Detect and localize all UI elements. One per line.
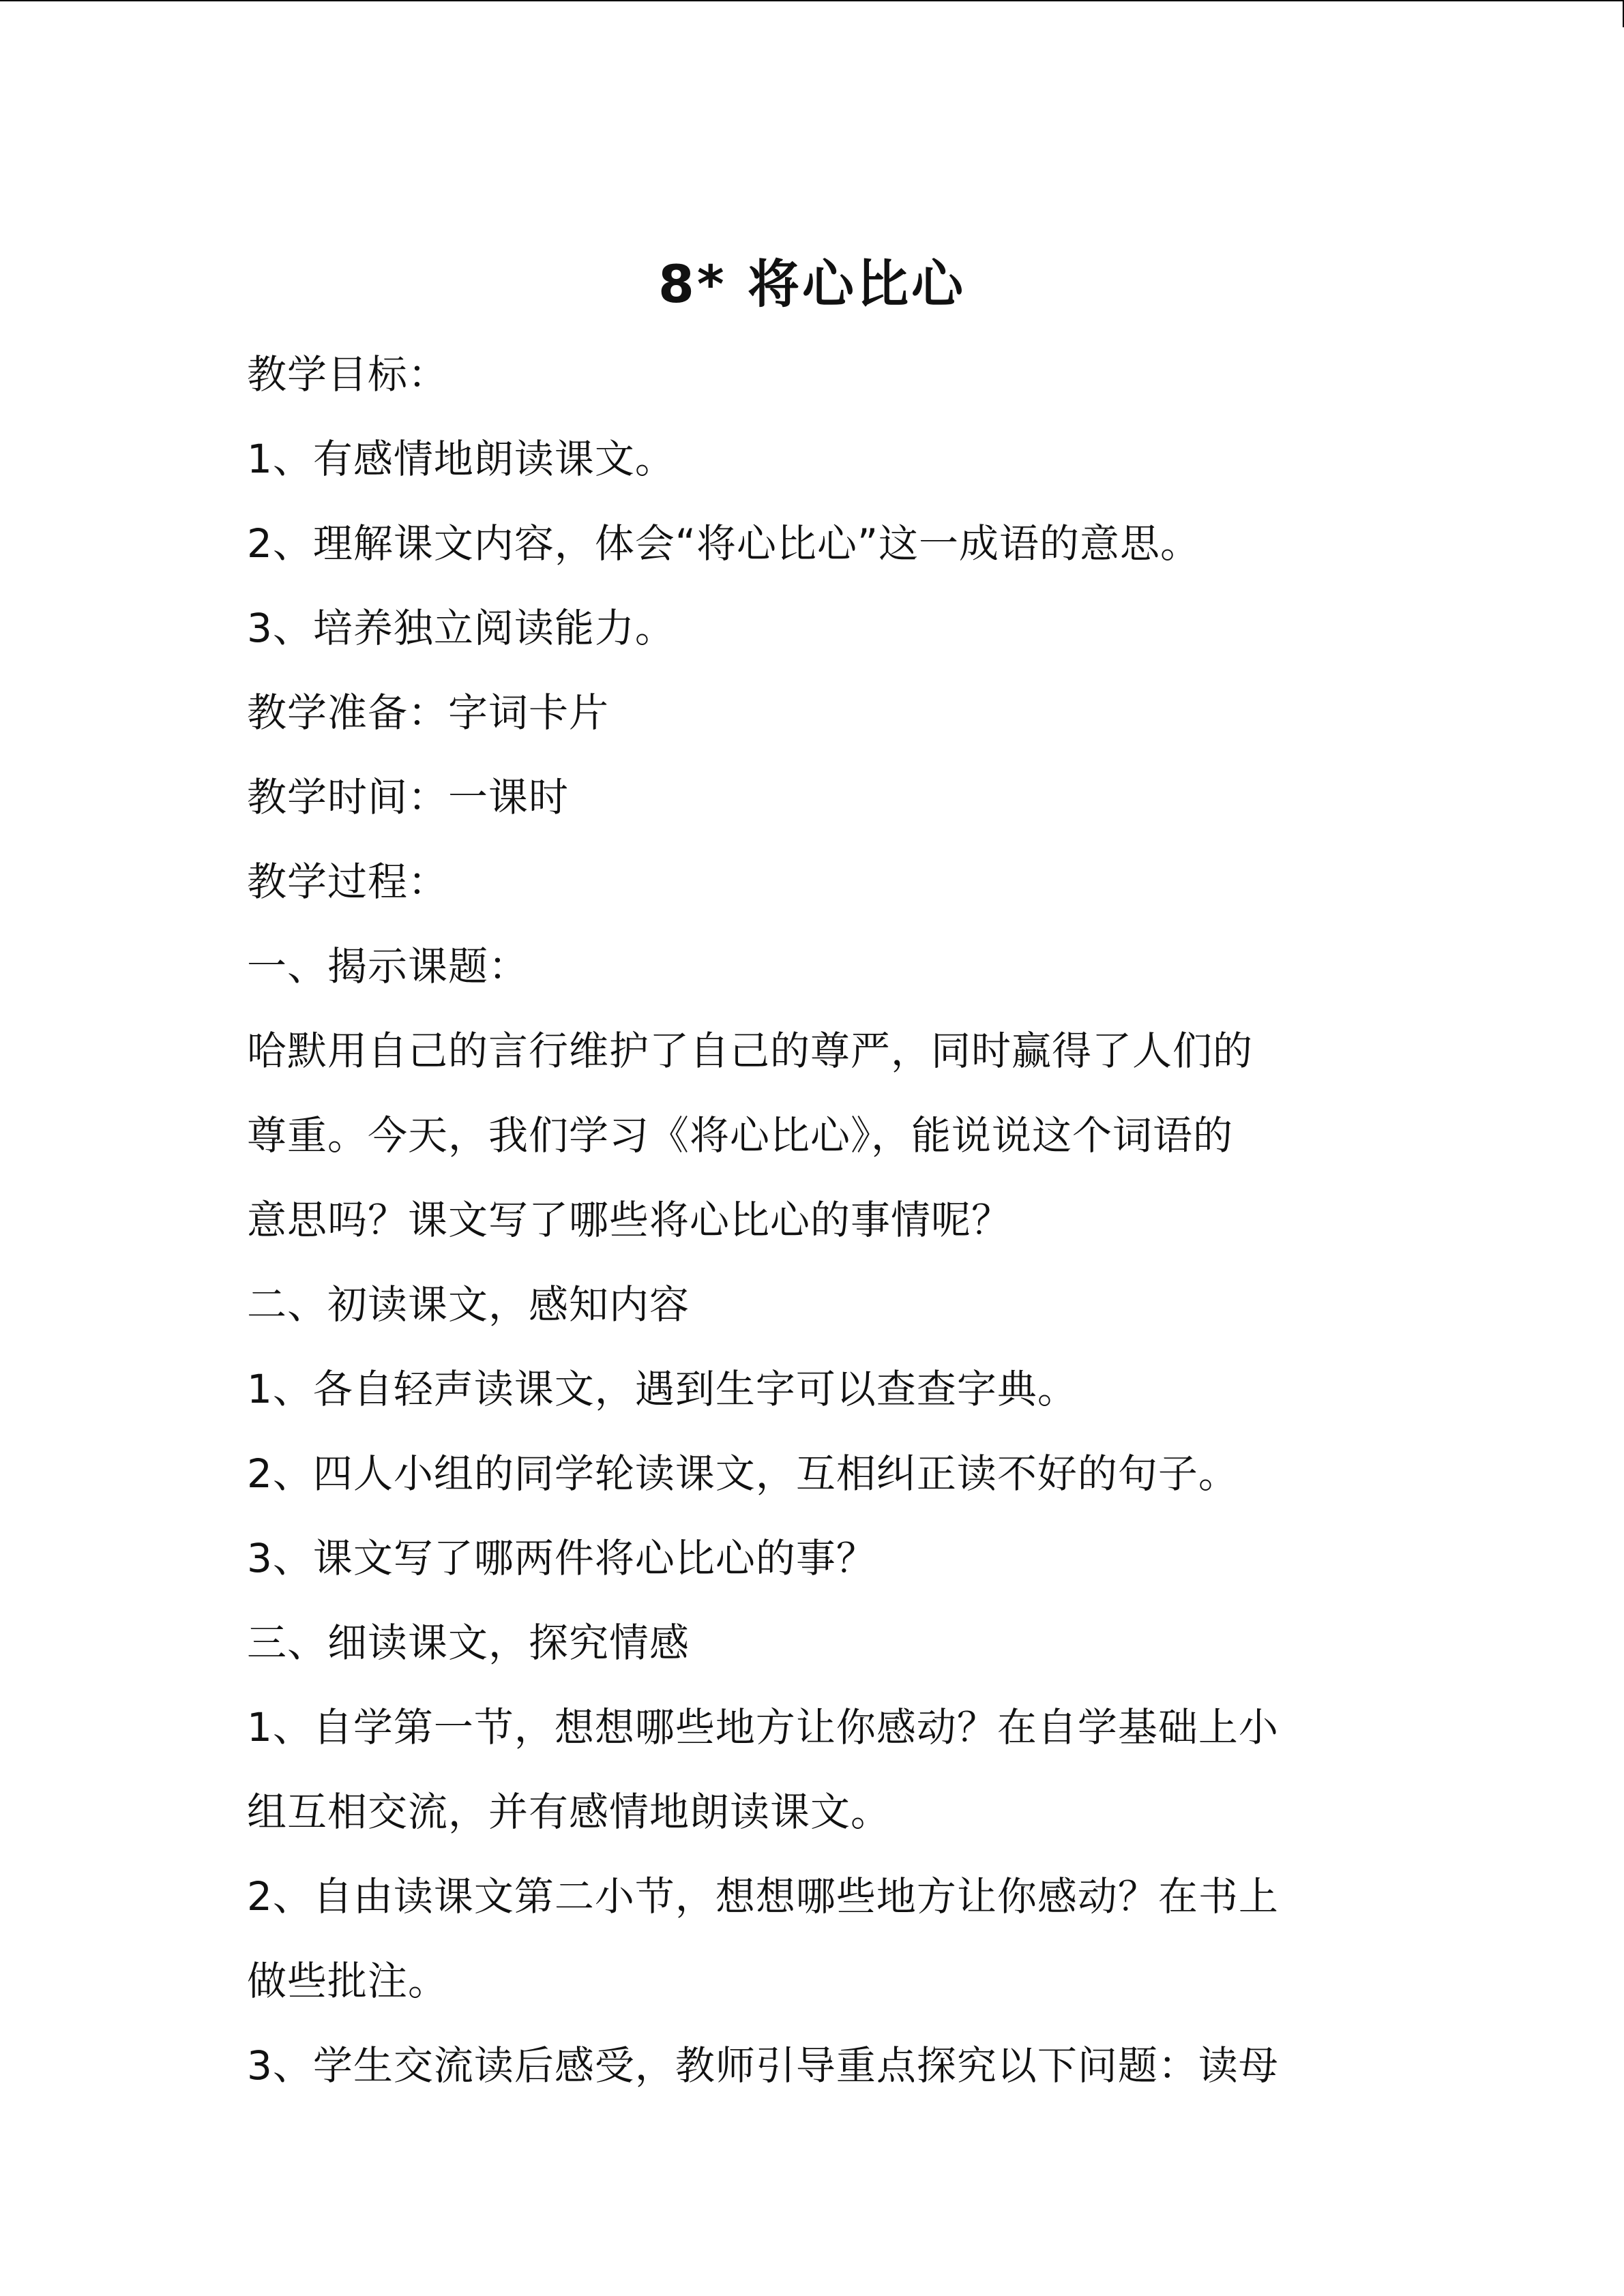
text-line: 二、初读课文，感知内容 <box>247 1281 690 1328</box>
text-line: 教学目标： <box>247 351 449 398</box>
text-line: 2、理解课文内容，体会“将心比心”这一成语的意思。 <box>247 520 1200 567</box>
text-line: 做些批注。 <box>247 1958 449 2004</box>
text-line: 1、各自轻声读课文，遇到生字可以查查字典。 <box>247 1366 1078 1412</box>
text-line: 3、学生交流读后感受，教师引导重点探究以下问题：读母 <box>247 2042 1279 2089</box>
text-line: 教学准备：字词卡片 <box>247 689 610 736</box>
text-line: 教学时间：一课时 <box>247 774 570 820</box>
lesson-body <box>247 332 1365 2108</box>
text-line: 意思吗？课文写了哪些将心比心的事情呢？ <box>247 1197 1012 1243</box>
text-line: 1、自学第一节，想想哪些地方让你感动？在自学基础上小 <box>247 1704 1279 1750</box>
top-border-line <box>0 0 1624 1</box>
text-line: 3、培养独立阅读能力。 <box>247 605 675 651</box>
text-line: 2、自由读课文第二小节，想想哪些地方让你感动？在书上 <box>247 1873 1279 1920</box>
text-line: 三、细读课文，探究情感 <box>247 1620 690 1666</box>
text-line: 3、课文写了哪两件将心比心的事？ <box>247 1535 876 1581</box>
text-line: 2、四人小组的同学轮读课文，互相纠正读不好的句子。 <box>247 1450 1239 1497</box>
text-line: 组互相交流，并有感情地朗读课文。 <box>247 1789 891 1835</box>
text-line: 教学过程： <box>247 859 449 905</box>
text-line: 哈默用自己的言行维护了自己的尊严，同时赢得了人们的 <box>247 1028 1254 1074</box>
text-line: 尊重。今天，我们学习《将心比心》，能说说这个词语的 <box>247 1112 1234 1159</box>
text-line: 1、有感情地朗读课文。 <box>247 436 675 482</box>
text-line: 一、揭示课题： <box>247 943 529 989</box>
lesson-title: 8* 将心比心 <box>658 254 966 314</box>
